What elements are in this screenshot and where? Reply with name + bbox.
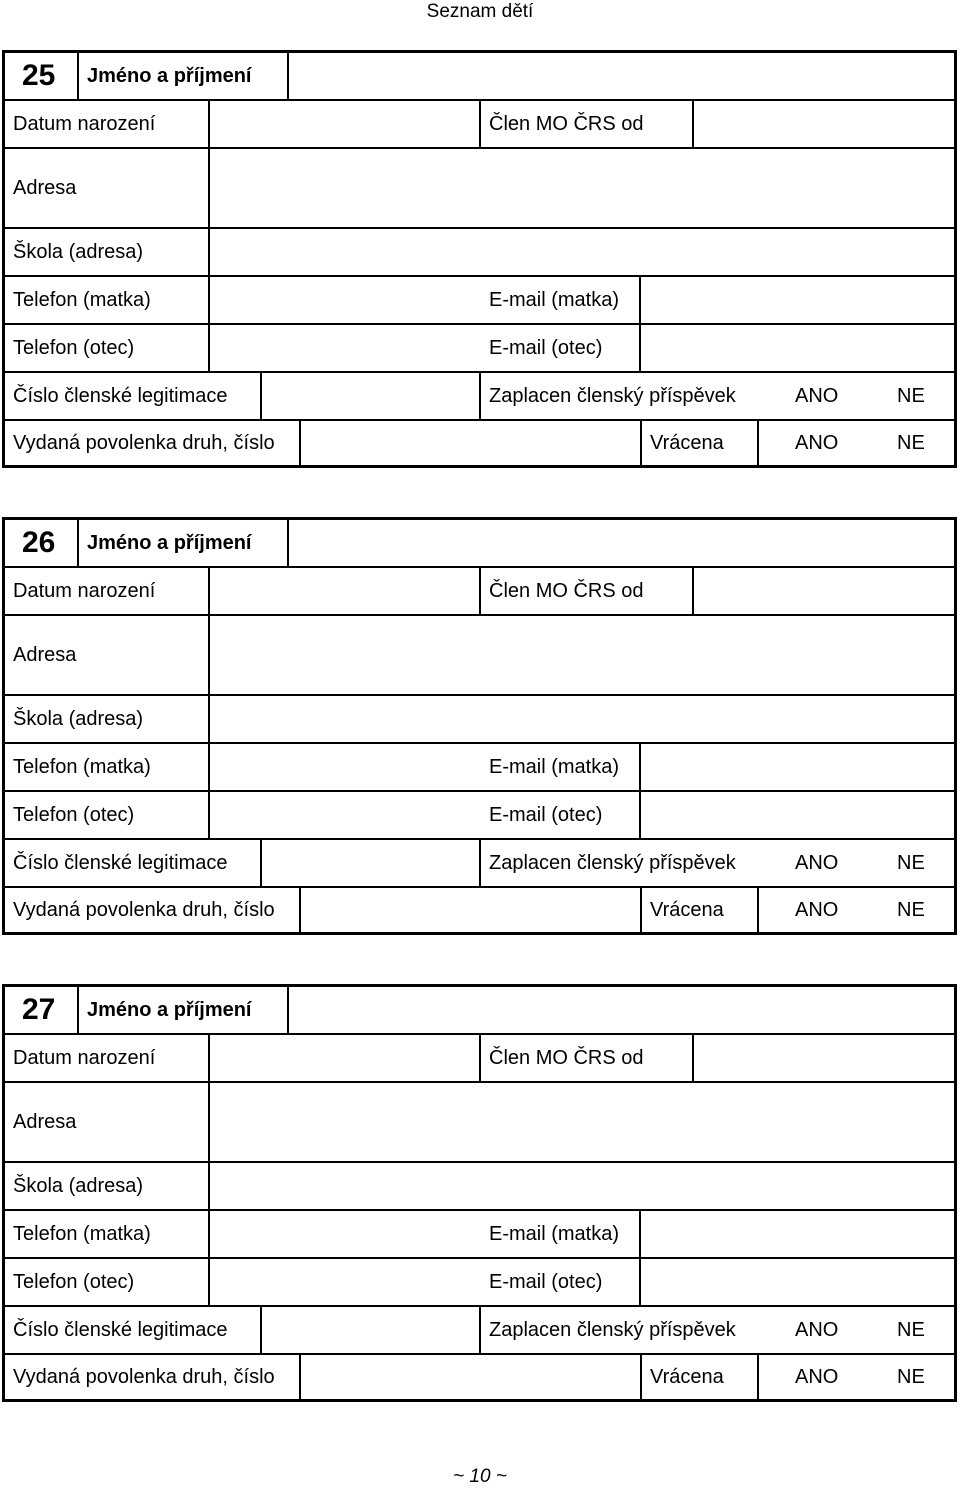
birth-field[interactable]: [210, 1035, 479, 1081]
permit-label: Vydaná povolenka druh, číslo: [13, 1365, 275, 1388]
name-row: [5, 987, 954, 1035]
phone-father-label: Telefon (otec): [13, 803, 135, 826]
address-label: Adresa: [13, 643, 77, 666]
fee-no-option[interactable]: NE: [897, 384, 925, 407]
email-father-field[interactable]: [641, 1259, 954, 1305]
page-title: Seznam dětí: [426, 1, 534, 22]
membership-card-field[interactable]: [262, 373, 479, 419]
email-father-field[interactable]: [641, 325, 954, 371]
fee-paid-label: Zaplacen členský příspěvek: [489, 851, 736, 874]
birth-row: [5, 101, 954, 149]
birth-label: Datum narození: [13, 1046, 156, 1069]
returned-yes-option[interactable]: ANO: [795, 898, 839, 921]
school-field[interactable]: [210, 229, 954, 275]
fee-no-option[interactable]: NE: [897, 851, 925, 874]
name-field[interactable]: [289, 520, 954, 566]
child-record-card: [2, 517, 957, 935]
phone-father-label: Telefon (otec): [13, 1270, 135, 1293]
returned-label: Vrácena: [650, 1365, 724, 1388]
phone-mother-label: Telefon (matka): [13, 755, 151, 778]
name-label: Jméno a příjmení: [87, 64, 252, 87]
school-field[interactable]: [210, 696, 954, 742]
address-field[interactable]: [210, 1083, 954, 1161]
child-record-card: [2, 50, 957, 468]
membership-card-label: Číslo členské legitimace: [13, 851, 228, 874]
father-contact-row: [5, 792, 954, 840]
school-label: Škola (adresa): [13, 707, 144, 730]
address-row: [5, 616, 954, 696]
fee-yes-option[interactable]: ANO: [795, 1318, 839, 1341]
returned-no-option[interactable]: NE: [897, 1365, 925, 1388]
phone-father-field[interactable]: [210, 325, 481, 371]
membership-card-label: Číslo členské legitimace: [13, 384, 228, 407]
membership-row: [5, 1307, 954, 1355]
fee-no-option[interactable]: NE: [897, 1318, 925, 1341]
membership-card-field[interactable]: [262, 840, 479, 886]
email-mother-field[interactable]: [641, 744, 954, 790]
phone-mother-field[interactable]: [210, 277, 481, 323]
address-field[interactable]: [210, 149, 954, 227]
birth-row: [5, 1035, 954, 1083]
school-row: [5, 229, 954, 277]
returned-no-option[interactable]: NE: [897, 431, 925, 454]
record-number: 26: [22, 526, 56, 559]
permit-field[interactable]: [301, 888, 640, 932]
permit-row: [5, 1355, 954, 1399]
name-field[interactable]: [289, 987, 954, 1033]
name-field[interactable]: [289, 53, 954, 99]
address-label: Adresa: [13, 1110, 77, 1133]
member-since-label: Člen MO ČRS od: [489, 1046, 644, 1069]
name-label: Jméno a příjmení: [87, 998, 252, 1021]
email-mother-label: E-mail (matka): [489, 1222, 620, 1245]
email-father-label: E-mail (otec): [489, 336, 603, 359]
school-field[interactable]: [210, 1163, 954, 1209]
mother-contact-row: [5, 1211, 954, 1259]
email-father-field[interactable]: [641, 792, 954, 838]
returned-label: Vrácena: [650, 431, 724, 454]
name-row: [5, 520, 954, 568]
name-row: [5, 53, 954, 101]
email-mother-field[interactable]: [641, 277, 954, 323]
address-label: Adresa: [13, 176, 77, 199]
phone-mother-field[interactable]: [210, 744, 481, 790]
fee-paid-label: Zaplacen členský příspěvek: [489, 1318, 736, 1341]
address-field[interactable]: [210, 616, 954, 694]
father-contact-row: [5, 1259, 954, 1307]
member-since-field[interactable]: [694, 101, 954, 147]
fee-yes-option[interactable]: ANO: [795, 851, 839, 874]
record-number: 25: [22, 59, 56, 92]
father-contact-row: [5, 325, 954, 373]
school-row: [5, 696, 954, 744]
fee-paid-label: Zaplacen členský příspěvek: [489, 384, 736, 407]
mother-contact-row: [5, 277, 954, 325]
birth-label: Datum narození: [13, 579, 156, 602]
returned-label: Vrácena: [650, 898, 724, 921]
email-mother-label: E-mail (matka): [489, 755, 620, 778]
member-since-field[interactable]: [694, 568, 954, 614]
permit-label: Vydaná povolenka druh, číslo: [13, 431, 275, 454]
school-label: Škola (adresa): [13, 1174, 144, 1197]
email-father-label: E-mail (otec): [489, 803, 603, 826]
phone-father-field[interactable]: [210, 1259, 481, 1305]
returned-yes-option[interactable]: ANO: [795, 431, 839, 454]
phone-mother-field[interactable]: [210, 1211, 481, 1257]
birth-row: [5, 568, 954, 616]
birth-field[interactable]: [210, 568, 479, 614]
returned-yes-option[interactable]: ANO: [795, 1365, 839, 1388]
school-row: [5, 1163, 954, 1211]
permit-label: Vydaná povolenka druh, číslo: [13, 898, 275, 921]
returned-no-option[interactable]: NE: [897, 898, 925, 921]
email-mother-field[interactable]: [641, 1211, 954, 1257]
membership-row: [5, 373, 954, 421]
page-number: ~ 10 ~: [453, 1466, 507, 1487]
membership-card-label: Číslo členské legitimace: [13, 1318, 228, 1341]
permit-field[interactable]: [301, 1355, 640, 1399]
child-record-card: [2, 984, 957, 1402]
birth-field[interactable]: [210, 101, 479, 147]
permit-field[interactable]: [301, 421, 640, 465]
phone-mother-label: Telefon (matka): [13, 288, 151, 311]
record-number: 27: [22, 993, 56, 1026]
birth-label: Datum narození: [13, 112, 156, 135]
address-row: [5, 149, 954, 229]
name-label: Jméno a příjmení: [87, 531, 252, 554]
phone-father-label: Telefon (otec): [13, 336, 135, 359]
permit-row: [5, 888, 954, 932]
fee-yes-option[interactable]: ANO: [795, 384, 839, 407]
address-row: [5, 1083, 954, 1163]
member-since-field[interactable]: [694, 1035, 954, 1081]
mother-contact-row: [5, 744, 954, 792]
email-father-label: E-mail (otec): [489, 1270, 603, 1293]
membership-row: [5, 840, 954, 888]
email-mother-label: E-mail (matka): [489, 288, 620, 311]
membership-card-field[interactable]: [262, 1307, 479, 1353]
phone-mother-label: Telefon (matka): [13, 1222, 151, 1245]
member-since-label: Člen MO ČRS od: [489, 579, 644, 602]
school-label: Škola (adresa): [13, 240, 144, 263]
member-since-label: Člen MO ČRS od: [489, 112, 644, 135]
permit-row: [5, 421, 954, 465]
phone-father-field[interactable]: [210, 792, 481, 838]
